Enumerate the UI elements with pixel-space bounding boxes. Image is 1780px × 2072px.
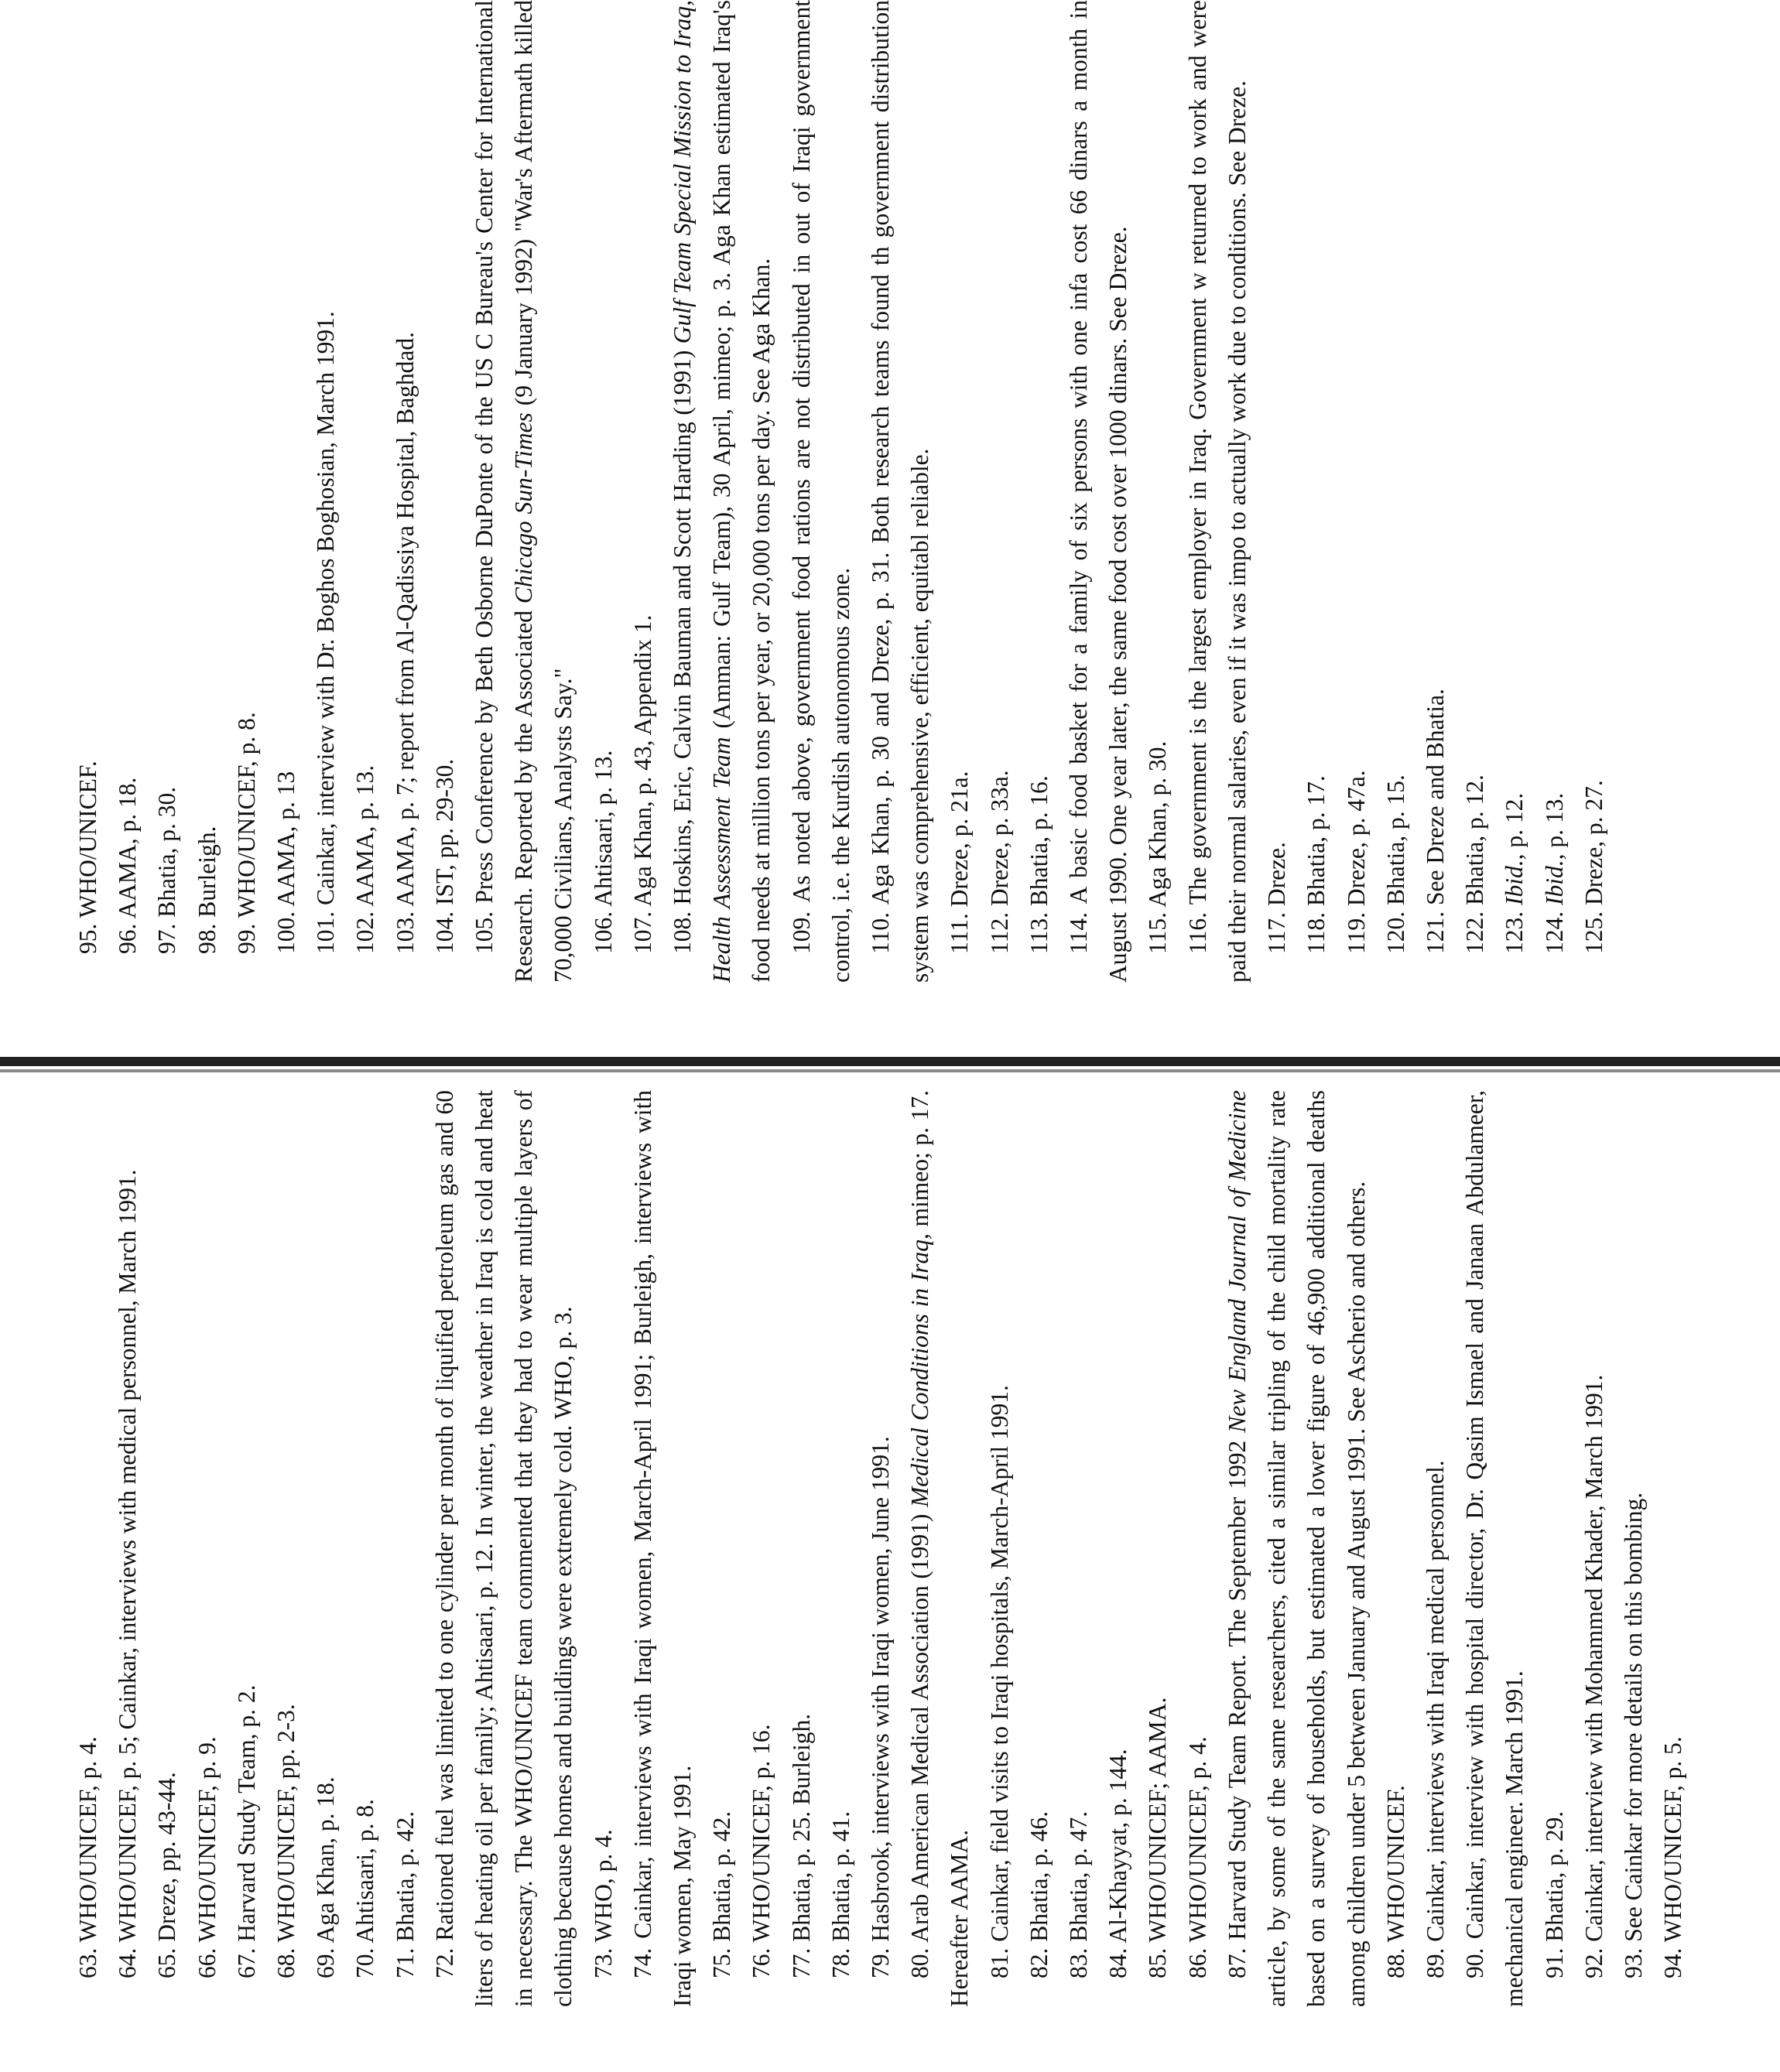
endnote-number: 104.	[430, 911, 458, 954]
endnote-number: 69.	[312, 1947, 340, 1978]
endnote-number: 65.	[153, 1947, 181, 1978]
endnote	[187, 1090, 227, 2007]
endnote-number: 124.	[1540, 911, 1568, 954]
endnote	[1296, 0, 1336, 983]
endnote-text: WHO/UNICEF, pp. 2-3.	[272, 1704, 300, 1943]
endnote-text: Arab American Medical Association (1991)	[906, 1507, 934, 1943]
endnote-number: 82.	[1025, 1947, 1053, 1978]
endnote-text: Aga Khan, p. 30 and Dreze, p. 31. Both research teams found th government distribution system was comprehensive, efficient, equitabl reliable.	[867, 0, 934, 983]
endnote	[662, 0, 782, 983]
endnote	[1455, 0, 1494, 983]
endnote-text: Cainkar, interviews with Iraqi women, March-April 1991; Burleigh, interviews with Iraqi women, May 1991.	[628, 1090, 697, 2007]
endnote-text: Rationed fuel was limited to one cylinder per month of liquified petroleum gas and 60 liters of heating oil per family; Ahtisaari, p. 12. In winter, the weather in Iraq is cold and heat in necessary. The WHO/UNICEF team commented that they had to wear multiple layers of clothing because homes and buildings were extremely cold. WHO, p. 3.	[430, 1090, 577, 2007]
endnote	[1257, 0, 1296, 983]
endnotes-left-column	[68, 1090, 1693, 2007]
endnote	[1138, 1090, 1177, 2007]
endnote-italic-title: Medical Conditions in Iraq,	[906, 1233, 934, 1508]
endnote-text: Dreze, p. 21a.	[946, 771, 974, 908]
endnote-number: 120.	[1381, 911, 1409, 954]
endnote-text: Bhatia, p. 25. Burleigh.	[787, 1713, 815, 1942]
gutter-shadow	[0, 1069, 1780, 1072]
endnote-number: 84.	[1104, 1947, 1132, 1978]
endnote-number: 125.	[1580, 911, 1607, 954]
endnote	[1614, 1090, 1653, 2007]
endnote-number: 113.	[1025, 912, 1053, 954]
endnote-text: Aga Khan, p. 43, Appendix 1.	[628, 614, 656, 907]
endnote-text: Hasbrook, interviews with Iraqi women, June 1991.	[867, 1436, 895, 1942]
endnote-number: 72.	[430, 1947, 458, 1978]
endnote-text: mimeo; p. 17. Hereafter AAMA.	[906, 1090, 974, 2007]
endnote-text: Bhatia, p. 29.	[1540, 1810, 1568, 1942]
endnote-text: Dreze.	[1263, 842, 1291, 907]
endnote-text: Bhatia, p. 41.	[827, 1810, 854, 1942]
endnote-italic-title: New England Journal of Medicine	[1223, 1090, 1251, 1433]
endnote-number: 111.	[946, 913, 974, 954]
endnote-number: 109.	[787, 911, 815, 954]
endnote	[1376, 0, 1415, 983]
endnote-number: 98.	[193, 923, 221, 954]
endnote	[147, 1090, 187, 2007]
endnote	[1494, 0, 1534, 983]
endnote	[584, 0, 623, 983]
endnote-number: 76.	[748, 1947, 775, 1978]
endnote	[702, 1090, 741, 2007]
endnote-text: Al-Khayyat, p. 144.	[1104, 1749, 1132, 1944]
endnote-text: IST, pp. 29-30.	[430, 758, 458, 905]
endnote-text: WHO/UNICEF, p. 9.	[193, 1736, 221, 1943]
endnote-number: 112.	[985, 912, 1013, 954]
endnote-number: 110.	[867, 912, 895, 954]
endnote-number: 96.	[114, 923, 142, 954]
endnote-text: The government is the largest employer in Iraq. Government w returned to work and were paid their normal salaries, even if it was impo to actually work due to conditions. See Dreze.	[1183, 0, 1251, 983]
endnote	[1178, 1090, 1217, 2007]
endnote	[980, 0, 1019, 983]
endnote	[1217, 1090, 1376, 2007]
endnote-text: Bhatia, p. 30.	[153, 786, 181, 918]
endnote	[1574, 1090, 1614, 2007]
endnote	[68, 0, 108, 983]
endnote-number: 79.	[867, 1947, 895, 1978]
endnote	[385, 0, 425, 983]
endnote-number: 108.	[669, 911, 697, 954]
endnote	[782, 0, 861, 983]
endnote-text: Bhatia, p. 16.	[1025, 775, 1053, 907]
endnote-number: 99.	[232, 923, 260, 954]
endnote-text: WHO/UNICEF, p. 5; Cainkar, interviews with medical personnel, March 1991.	[114, 1169, 142, 1943]
endnote-text: (Amman: Gulf Team), 30 April, mimeo; p. 3. Aga Khan estimated Iraq's food needs at million tons per year, or 20,000 tons per day. See Aga Khan.	[708, 0, 775, 983]
endnote-text: , p. 12.	[1501, 792, 1528, 860]
endnote-text: Bhatia, p. 46.	[1025, 1810, 1053, 1942]
endnote	[1535, 1090, 1574, 2007]
endnote	[1019, 0, 1059, 983]
endnote-text: Press Conference by Beth Osborne DuPonte of the US C Bureau's Center for International Research. Reported by the Associated	[471, 0, 538, 983]
endnote-text: As noted above, government food rations are not distributed in out of Iraqi government control, i.e. the Kurdish autonomous zone.	[787, 0, 854, 983]
endnote-number: 101.	[312, 911, 340, 954]
endnote	[68, 1090, 108, 2007]
endnote-italic-title: Gulf Team Special Mission to Iraq, Health Assessment Team	[669, 0, 736, 983]
endnote-number: 83.	[1065, 1947, 1093, 1978]
endnote-text: Bhatia, p. 42.	[708, 1810, 736, 1942]
endnote	[108, 0, 147, 983]
endnote-text: Bhatia, p. 12.	[1461, 774, 1489, 905]
endnote-text: Dreze, p. 27.	[1580, 780, 1607, 905]
endnote-number: 81.	[985, 1947, 1013, 1978]
endnote-number: 118.	[1302, 912, 1330, 954]
endnote	[940, 0, 979, 983]
endnote-text: AAMA, p. 7; report from Al-Qadissiya Hospital, Baghdad.	[391, 331, 419, 907]
endnote	[623, 0, 662, 983]
endnote-number: 107.	[628, 911, 656, 954]
endnote-text: Dreze, pp. 43-44.	[153, 1772, 181, 1942]
endnote-number: 64.	[114, 1947, 142, 1978]
endnote-text: WHO/UNICEF; AAMA.	[1144, 1697, 1172, 1943]
endnote	[1455, 1090, 1534, 2007]
endnote-number: 67.	[232, 1947, 260, 1978]
endnote-text: Cainkar, interview with Dr. Boghos Boghosian, March 1991.	[312, 311, 340, 905]
endnote	[345, 0, 385, 983]
endnote	[1059, 0, 1138, 983]
endnote-number: 123.	[1501, 911, 1528, 954]
endnote-text: AAMA, p. 13.	[351, 764, 379, 907]
endnote	[1337, 0, 1376, 983]
endnote-number: 75.	[708, 1947, 736, 1978]
endnote	[1415, 0, 1455, 983]
endnote-number: 93.	[1619, 1947, 1647, 1978]
endnote	[782, 1090, 821, 2007]
endnote-text: Cainkar, interview with hospital director, Dr. Qasim Ismael and Janaan Abdulameer, mechanical engineer. March 1991.	[1461, 1089, 1528, 2007]
endnote-number: 77.	[787, 1947, 815, 1978]
endnote-number: 78.	[827, 1947, 854, 1978]
endnote-number: 95.	[74, 923, 101, 954]
endnote-italic-title: Chicago Sun-Times	[510, 412, 538, 604]
endnote-number: 103.	[391, 911, 419, 954]
endnote-text: Bhatia, p. 17.	[1302, 775, 1330, 907]
endnote-text: , p. 13.	[1540, 792, 1568, 860]
endnote	[187, 0, 227, 983]
endnote	[227, 1090, 266, 2007]
endnote-text: Bhatia, p. 42.	[391, 1810, 419, 1942]
endnote-text: WHO/UNICEF.	[1381, 1785, 1409, 1943]
endnote-number: 114.	[1065, 912, 1093, 954]
endnote-text: WHO, p. 4.	[589, 1829, 617, 1943]
endnote-number: 116.	[1183, 912, 1211, 954]
endnote-text: Harvard Study Team, p. 2.	[232, 1684, 260, 1942]
endnote-text: Burleigh.	[193, 826, 221, 918]
endnote	[266, 1090, 306, 2007]
endnote-number: 70.	[351, 1947, 379, 1978]
endnote-number: 87.	[1223, 1947, 1251, 1978]
endnote-number: 80.	[906, 1947, 934, 1978]
endnote	[425, 0, 464, 983]
endnote-text: Dreze, p. 33a.	[985, 770, 1013, 907]
endnote-text: Cainkar, interviews with Iraqi medical personnel.	[1421, 1460, 1449, 1942]
endnote	[1019, 1090, 1059, 2007]
endnote-number: 91.	[1540, 1947, 1568, 1978]
endnote-text: AAMA, p. 13	[272, 771, 300, 907]
endnote-text: (9 January 1992) "War's Aftermath killed 70,000 Civilians, Analysts Say."	[510, 0, 577, 983]
endnote-number: 88.	[1381, 1947, 1409, 1978]
endnote-number: 94.	[1659, 1947, 1687, 1978]
endnote-text: Ahtisaari, p. 13.	[589, 750, 617, 907]
endnote	[1653, 1090, 1693, 2007]
endnote-italic-title: Ibid.	[1501, 860, 1528, 905]
endnote-text: Cainkar, field visits to Iraqi hospitals, March-April 1991.	[985, 1385, 1013, 1942]
endnote	[306, 1090, 345, 2007]
endnote	[900, 1090, 979, 2007]
endnote	[861, 1090, 900, 2007]
endnote-text: WHO/UNICEF, p. 4.	[1183, 1736, 1211, 1943]
endnote-number: 89.	[1421, 1947, 1449, 1978]
endnote-number: 85.	[1144, 1947, 1172, 1978]
endnote-text: Aga Khan, p. 30.	[1144, 740, 1172, 908]
endnote-text: Bhatia, p. 47.	[1065, 1810, 1093, 1942]
endnote-number: 68.	[272, 1947, 300, 1978]
endnote	[1535, 0, 1574, 983]
endnote-text: A basic food basket for a family of six persons with one infa cost 66 dinars a month in August 1990. One year later, the same food cost over 1000 dinars. See Dreze.	[1065, 0, 1132, 983]
endnote	[1574, 0, 1614, 983]
endnote-number: 106.	[589, 911, 617, 954]
endnote-text: Aga Khan, p. 18.	[312, 1776, 340, 1944]
endnote-number: 102.	[351, 911, 379, 954]
endnote-number: 115.	[1144, 912, 1172, 954]
endnote-text: Ahtisaari, p. 8.	[351, 1799, 379, 1944]
endnote	[1415, 1090, 1455, 2007]
endnote-text: WHO/UNICEF, p. 4.	[74, 1736, 101, 1943]
endnote	[108, 1090, 147, 2007]
endnote-number: 66.	[193, 1947, 221, 1978]
endnote-italic-title: Ibid.	[1540, 860, 1568, 905]
endnote-number: 97.	[153, 923, 181, 954]
endnote-number: 121.	[1421, 911, 1449, 954]
endnote	[1138, 0, 1177, 983]
endnote-text: WHO/UNICEF.	[74, 761, 101, 918]
endnote-text: Cainkar, interview with Mohammed Khader, March 1991.	[1580, 1374, 1607, 1942]
endnote	[385, 1090, 425, 2007]
endnote	[584, 1090, 623, 2007]
endnote	[623, 1090, 702, 2007]
endnote-number: 105.	[471, 911, 498, 954]
endnote-number: 63.	[74, 1947, 101, 1978]
endnote-number: 73.	[589, 1947, 617, 1978]
endnote	[306, 0, 345, 983]
endnote-number: 71.	[391, 1947, 419, 1978]
endnote-text: WHO/UNICEF, p. 16.	[748, 1724, 775, 1943]
endnote-text: AAMA, p. 18.	[114, 777, 142, 919]
endnote	[147, 0, 187, 983]
endnote-text: Hoskins, Eric, Calvin Bauman and Scott Harding (1991)	[669, 344, 697, 905]
endnote-text: WHO/UNICEF, p. 5.	[1659, 1736, 1687, 1943]
endnote	[1178, 0, 1257, 983]
endnote	[425, 1090, 584, 2007]
endnote-number: 86.	[1183, 1947, 1211, 1978]
page-gutter	[0, 1057, 1780, 1066]
endnote-number: 100.	[272, 911, 300, 954]
endnote-text: Harvard Study Team Report. The September 1992	[1223, 1432, 1251, 1940]
endnote-number: 92.	[1580, 1947, 1607, 1978]
endnote	[741, 1090, 781, 2007]
endnote-number: 90.	[1461, 1947, 1489, 1978]
endnote	[227, 0, 266, 983]
endnote-text: WHO/UNICEF, p. 8.	[232, 712, 260, 918]
endnote	[821, 1090, 861, 2007]
endnote	[1376, 1090, 1415, 2007]
endnote-number: 74.	[628, 1947, 656, 1978]
endnote	[1098, 1090, 1138, 2007]
endnote-number: 117.	[1263, 912, 1291, 954]
endnote	[980, 1090, 1019, 2007]
endnote	[345, 1090, 385, 2007]
endnote	[266, 0, 306, 983]
endnote-number: 122.	[1461, 911, 1489, 954]
endnote-text: See Cainkar for more details on this bombing.	[1619, 1492, 1647, 1942]
endnotes-right-column	[68, 0, 1614, 983]
endnote	[464, 0, 584, 983]
endnote-number: 119.	[1342, 912, 1370, 954]
endnote-text: article, by some of the same researchers, cited a similar tripling of the child mortality rate based on a survey of households, but estimated a lower figure of 46,900 additional deaths among children under 5 between January and August 1991. See Ascherio and others.	[1263, 1090, 1370, 2007]
endnote-text: Dreze, p. 47a.	[1342, 770, 1370, 907]
endnote-text: See Dreze and Bhatia.	[1421, 689, 1449, 905]
endnote-text: Bhatia, p. 15.	[1381, 774, 1409, 905]
endnote	[861, 0, 940, 983]
endnote	[1059, 1090, 1098, 2007]
